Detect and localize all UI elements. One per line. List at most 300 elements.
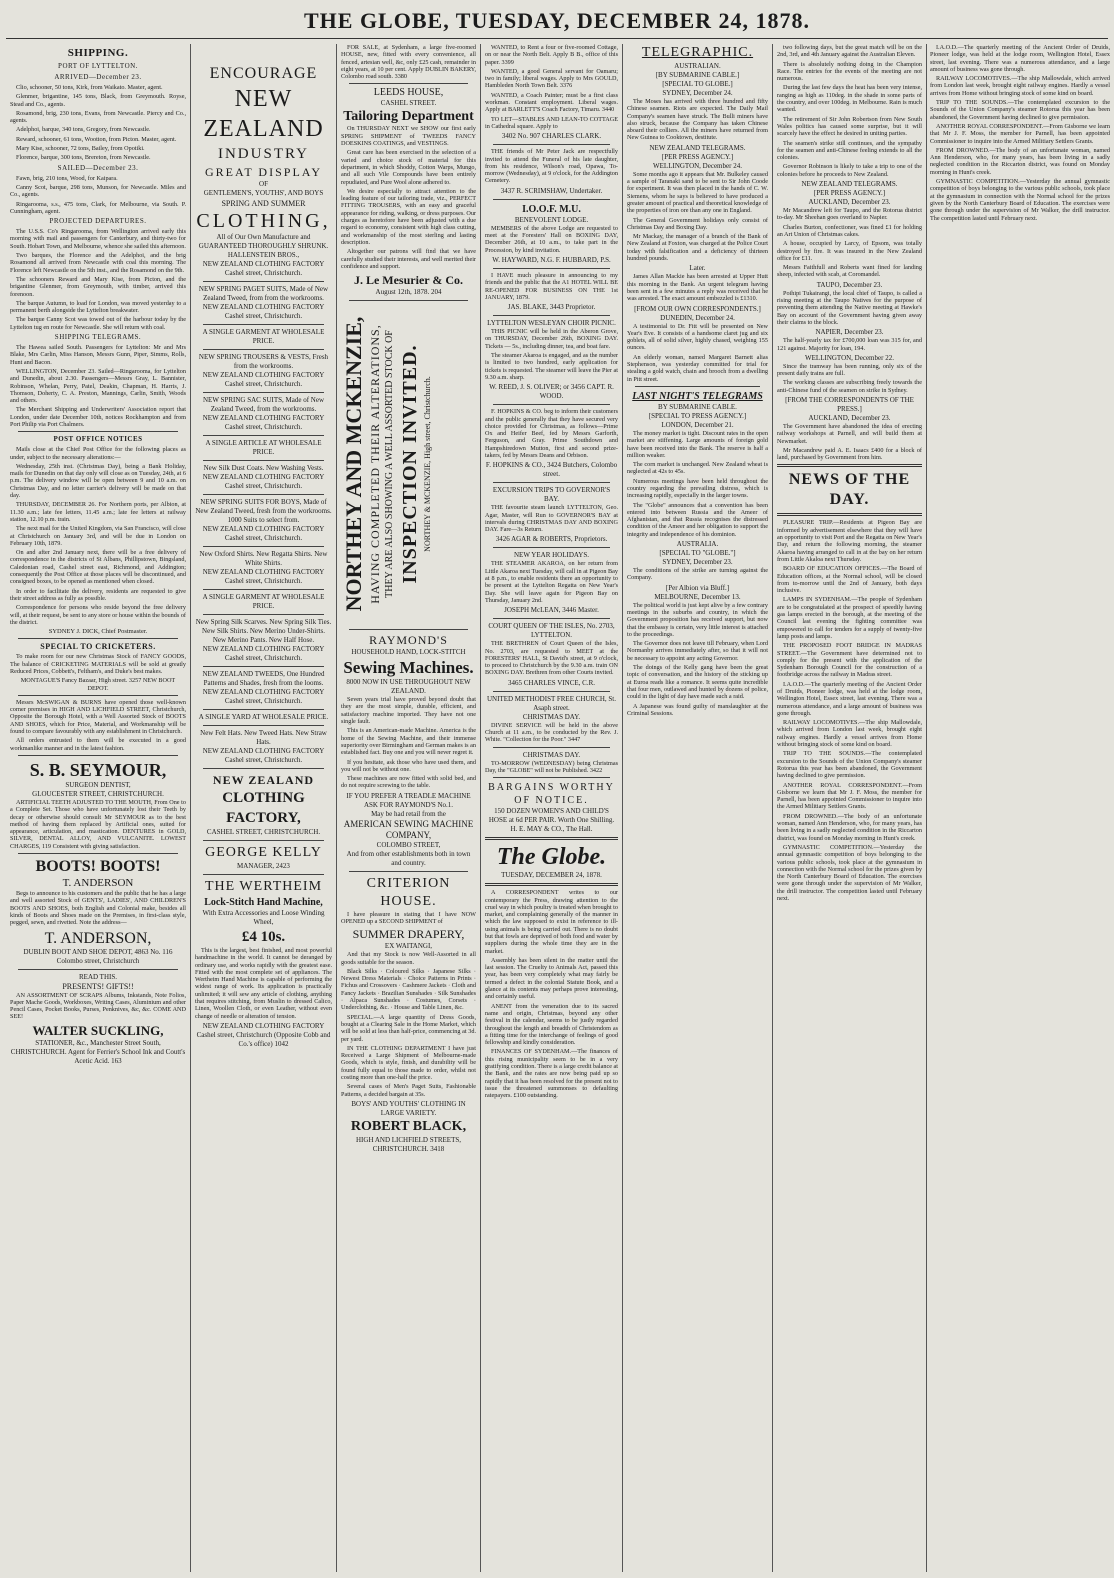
divider <box>493 199 610 200</box>
news-item: RAILWAY LOCOMOTIVES.—The ship Mallowdale, which arrived from London last week, brought eight railway engines. Hardly a vessel arrives from Home without bringing stock of some kind on board. <box>777 719 922 749</box>
factory-name: NEW ZEALAND CLOTHING FACTORY <box>202 414 325 422</box>
shipping-heading: SHIPPING. <box>67 47 129 59</box>
telegram-paragraph: Charles Burton, confectioner, was fined £1 for holding an Art Union of Christmas cakes. <box>777 223 922 238</box>
shipping-entry: Reward, schooner, 61 tons, Wootton, from Picton. Master, agent. <box>16 135 177 143</box>
sewing-body: If you hesitate, ask those who have used them, and you will not be without one. <box>341 758 476 773</box>
divider <box>349 629 468 630</box>
news-item: ANOTHER ROYAL CORRESPONDENT.—From Gisborne we learn that Mr J. F. Moss, the member for Parnell, has been appointed Commissioner to inquire into the Armed Militiary Settlers Grants. <box>777 781 922 811</box>
wanted-ad: WANTED, a Coach Painter; must be a first class workman. Constant employment. Liberal wages. Apply at BARLETT'S Coach Factory, Timaru. 3440 <box>485 91 618 114</box>
column-news <box>777 44 922 1572</box>
clothing-item: New Oxford Shirts. New Regatta Shirts. New White Shirts. <box>199 550 328 567</box>
hopkins-signature: F. HOPKINS & CO., 3424 Butchers, Colombo street. <box>485 461 618 479</box>
inspection-heading: INSPECTION INVITED. <box>399 344 421 584</box>
news-item: I.A.O.D.—The quarterly meeting of the Ancient Order of Druids, Pioneer lodge, was held at the lodge room, Wellington Hotel, Essex street, last evening. There was a numerous attendance, and a large amount of business was gone through. <box>930 44 1110 73</box>
divider <box>203 324 324 325</box>
column-rule <box>480 44 481 1572</box>
last-night-heading: LAST NIGHT'S TELEGRAMS <box>632 390 763 402</box>
projected-heading: PROJECTED DEPARTURES. <box>49 217 147 226</box>
new-zealand-heading: NEW ZEALAND <box>203 86 324 142</box>
criterion-body: I have pleasure in stating that I have NOW OPENED up a SECOND SHIPMENT of <box>341 910 476 925</box>
anderson-body: Begs to announce to his customers and the public that he has a large and well assorted Stock of GENTS', LADIES', AND CHILDREN'S BOOTS AND SHOES, both English and Colonial make, besides all kinds of Boots and Shoes made on the Premises, in first-class style, pegged, sewn, and rivetted. Note the address— <box>10 890 186 927</box>
telegram-paragraph: Governor Robinson is likely to take a trip to one of the colonies before he proceeds to New Zealand. <box>777 163 922 178</box>
guaranteed-label: GUARANTEED THOROUGHLY SHRUNK. <box>198 242 329 250</box>
funeral-notice: THE friends of Mr Peter Jack are respectfully invited to attend the Funeral of his late daughter, from his residence, Wilson's road, Opawa, To-morrow (Wednesday), at 9 o'clock, for the Addington Cemetery. <box>485 148 618 185</box>
telegram-paragraph: The "Globe" announces that a convention has been entered into between Russia and the Ameer of Afghanistan, and that Russia recognises the distressed condition of the Ameer and her obligation to support the integrity and independence of his dominion. <box>627 501 768 538</box>
telegram-paragraph: The money market is tight. Discount rates in the open market are stiffening. Large amounts of foreign gold have been received into the Bank. The reserve is half a million weaker. <box>627 429 768 459</box>
divider <box>485 837 618 840</box>
dateline: WELLINGTON, December 24. <box>653 161 742 170</box>
shipping-paragraph: The schooners Reward and Mary Kise, from Picton, and the brigantine Glenmer, from Greymouth, with timber, arrived this forenoon. <box>10 275 186 298</box>
shipping-paragraph: The Hawea sailed South. Passengers for Lyttelton: Mr and Mrs Blake, Mrs Carlin, Miss Hanson, Messrs Gunn, Piper, Simms, Rolls, Hunt and Bacon. <box>10 344 186 366</box>
column-news-continued <box>930 44 1110 1572</box>
divider <box>777 464 922 467</box>
george-kelly-name: GEORGE KELLY <box>205 845 322 860</box>
clothing-item: NEW SPRING SAC SUITS, Made of New Zealand Tweed, from the workrooms. <box>202 396 324 413</box>
news-item: RAILWAY LOCOMOTIVES.—The ship Mallowdale, which arrived from London last week, brought eight railway engines. Hardly a vessel arrives from Home without bringing stock of some kind on board. <box>930 75 1110 97</box>
albion-label: [Per Albion via Bluff.] <box>665 583 730 592</box>
seymour-name: S. B. SEYMOUR, <box>29 759 167 780</box>
divider <box>493 144 610 145</box>
news-item: GYMNASTIC COMPETITION.—Yesterday the annual gymnastic competition of boys belonging to the various public schools, took place at the gymnasium in connection with the Normal school for the prizes given by the North Canterbury Board of Education. The exercises were gone through under the supervision of Mr Walker, the drill instructor. The competition lasted until February next. <box>930 178 1110 222</box>
divider <box>493 482 610 483</box>
court-heading: COURT QUEEN OF THE ISLES, No. 2703, <box>488 622 615 631</box>
divider <box>18 755 178 756</box>
court-town: LYTTELTON. <box>530 631 573 640</box>
to-let-signature: 3402 No. 907 CHARLES CLARK. <box>501 132 602 141</box>
news-item: TRIP TO THE SOUNDS.—The contemplated excursion to the Sounds of the Union Company's steamer Rotorua this year has been abandoned, the Government having declined to give permission. <box>930 99 1110 121</box>
factory-address: Cashel street, Christchurch. <box>224 697 303 705</box>
suckling-name: WALTER SUCKLING, <box>32 1022 164 1038</box>
telegram-paragraph: The Moses has arrived with three hundred and fifty Chinese seamen. Riots are expected. The Daily Mail Company's seamen have struck. The Bulli miners have also struck, because the Company has taken Chinese aboard their colliers. All the miners have returned from New Guinea to Cooktown, destitute. <box>627 98 768 142</box>
divider <box>18 638 178 639</box>
divider <box>18 969 178 970</box>
column-rule <box>190 44 191 1572</box>
own-correspondents-label: [FROM OUR OWN CORRESPONDENTS.] <box>634 304 761 313</box>
funeral-signature: 3437 R. SCRIMSHAW, Undertaker. <box>500 186 603 195</box>
christmas-heading-2: CHRISTMAS DAY. <box>522 750 581 759</box>
encourage-heading: ENCOURAGE <box>209 65 318 82</box>
telegram-paragraph: The seamen's strike still continues, and the sympathy for the seamen and anti-Chinese feeling extends to all the colonies. <box>777 139 922 162</box>
dateline: AUCKLAND, December 23. <box>808 413 891 422</box>
wanted-ad: WANTED, a good General servant for Oamaru; two in family; liberal wages. Apply to Mrs GOULD, Hambleden North Town Belt. 3376 <box>485 67 618 90</box>
telegram-paragraph: Since the tramway has been running, only six of the present daily trains are full. <box>777 362 922 378</box>
telegram-paragraph: Mr Macandrew left for Taupo, and the Rotorua district to-day. Mr Sheehan goes overland to Napier. <box>777 207 922 222</box>
clothing-item: New Felt Hats. New Tweed Hats. New Straw Hats. <box>200 729 327 746</box>
criterion-clothing: IN THE CLOTHING DEPARTMENT I have just Received a Large Shipment of Melbourne-made Goods, which is style, finish, and durability will be found fully equal to those made to order, whilst not costing more than one-half the price. <box>341 1044 476 1082</box>
waitangi-label: EX WAITANGI, <box>384 942 433 951</box>
boys-clothing: BOYS' AND YOUTHS' CLOTHING IN LARGE VARIETY. <box>351 1099 466 1117</box>
industry-heading: INDUSTRY <box>217 146 309 162</box>
read-heading: READ THIS. <box>79 972 117 981</box>
shipping-entry: Fawn, brig, 210 tons, Wood, for Kaipara. <box>16 174 118 182</box>
le-mesurier-date: August 12th, 1878. 204 <box>375 288 442 297</box>
telegram-paragraph: The half-yearly tax for £700,000 loan was 315 for, and 121 against. Majority for loan, 194. <box>777 337 922 352</box>
clothing-item: NEW SPRING PAGET SUITS, Made of New Zealand Tweed, from from the workrooms. <box>198 285 329 302</box>
shipping-paragraph: The U.S.S. Co's Ringarooma, from Wellington arrived early this morning with mail and passengers for Canterbury, and thirty-two for South. Hobart Town, and Melbourne, whence she sailed this afternoon. <box>10 228 186 250</box>
news-item: BOARD OF EDUCATION OFFICES.—The Board of Education offices, at the Normal school, will be closed from to-morrow until the 2nd of January, both days inclusive. <box>777 565 922 595</box>
column-rule <box>926 44 927 1572</box>
clothing-item: NEW ZEALAND TWEEDS, One Hundred Patterns and Shades, fresh from the looms. <box>202 670 325 687</box>
telegram-paragraph: The working classes are subscribing freely towards the anti-Chinese fund of the seamen on strike in Sydney. <box>777 379 922 394</box>
news-of-the-day-heading: NEWS OF THE DAY. <box>788 471 911 509</box>
factory-name: NEW ZEALAND CLOTHING FACTORY <box>202 525 325 533</box>
cricket-body: To make room for our new Christmas Stock of FANCY GOODS, The balance of CRICKETING MATERIALS will be sold at greatly Reduced Prices, Cobbett's, Feltham's, and Duke's best makes. <box>10 653 186 675</box>
correspondents-label: [FROM THE CORRESPONDENTS OF THE PRESS.] <box>785 395 914 413</box>
criterion-special: SPECIAL.—A large quantity of Dress Goods, bought at a Clearing Sale in the Home Market, which will be sold at less than half-price, commencing at 3d. per yard. <box>341 1013 476 1043</box>
column-shipping <box>10 44 186 1572</box>
tailoring-body: Altogether our patrons will find that we have carefully studied their interests, and well merited their confidence and support. <box>341 248 476 270</box>
american-company: AMERICAN SEWING MACHINE COMPANY, <box>343 818 474 840</box>
sewing-body: This is an American-made Machine. America is the home of the Sewing Machine, and their immense superiority over Birmingham and German makes is an established fact. Buy one and you will never regret it. <box>341 727 476 757</box>
divider <box>203 840 324 841</box>
factory-address: Cashel street, Christchurch. <box>224 269 303 277</box>
colombo-street: COLOMBO STREET, <box>376 840 441 849</box>
akaroa-notice: THE STEAMER AKAROA, on her return from Little Akaroa next Tuesday, will call in at Pigeon Bay at 8 p.m., to enable residents there an opportunity to be present at the Lyttelton Regatta on New Year's Day. She will leave again for Pigeon Bay on Thursday, January 2nd. <box>485 560 618 604</box>
divider <box>493 404 610 405</box>
postmaster-signature: SYDNEY J. DICK, Chief Postmaster. <box>48 628 148 636</box>
factory-address-3: Cashel street, Christchurch (Opposite Cobb and Co.'s office) 1042 <box>196 1030 331 1048</box>
masthead: THE GLOBE, TUESDAY, DECEMBER 24, 1878. <box>303 8 811 33</box>
clothing-heading: CLOTHING, <box>196 210 331 232</box>
press-agency-label: [PER PRESS AGENCY.] <box>661 152 734 161</box>
telegram-paragraph: The doings of the Kelly gang have been the great topic of conversation, and the history of the sticking up at Euroa reads like a romance. It seems quite incredible that four men, outlawed and hunted by dozens of police, could in the light of day have made such a raid. <box>627 664 768 701</box>
shipping-paragraph: The barque Canny Scot was towed out of the harbour today by the Lyttelton tug en route for Newcastle. She will return with coal. <box>10 316 186 331</box>
divider <box>493 691 610 692</box>
post-paragraph: Correspondence for persons who reside beyond the free delivery will, at their request, be sent to any store or house within the bounds of the district. <box>10 604 186 626</box>
divider <box>349 871 468 872</box>
telegraphic-heading: TELEGRAPHIC. <box>641 45 754 60</box>
factory-address: Cashel street, Christchurch. <box>224 534 303 542</box>
treadle-note: IF YOU PREFER A TREADLE MACHINE ASK FOR RAYMOND'S No.1. <box>346 791 471 809</box>
seymour-title: SURGEON DENTIST, <box>65 780 131 789</box>
telegram-paragraph: two following days, but the great match will be on the 2nd, 3rd, and 4th January against the Australian Eleven. <box>777 44 922 59</box>
wesleyan-body: The steamer Akaroa is engaged, and as the number is limited to two hundred, early application for tickets is requested. The steamer will leave the Pier at 9.30 a.m. sharp. <box>485 352 618 381</box>
accessories-label: With Extra Accessories and Loose Winding Wheel, <box>202 909 325 926</box>
news-item: THE PROPOSED FOOT BRIDGE IN MADRAS STREET.—The Government have determined not to comply for the present with the application of the Sydenham Borough Council for the construction of a footbridge across the railway in Madras street. <box>777 642 922 679</box>
shipping-entry: Canny Scot, barque, 298 tons, Munson, for Newcastle. Miles and Co., agents. <box>10 183 186 199</box>
editorial-paragraph: ANENT from the veneration due to its sacred name and origin, Christmas, beyond any other festival in the calendar, seems to be justly regarded throughout the length and breadth of Christendom as a fitting time for the interchange of feelings of good fellowship and kindly consideration. <box>485 1002 618 1047</box>
shipping-entry: Clio, schooner, 50 tons, Kirk, from Waikato. Master, agent. <box>16 84 163 91</box>
divider <box>203 494 324 495</box>
column-notices <box>485 44 618 1572</box>
wertheim-price: £4 10s. <box>241 929 286 945</box>
press-agency-label: [PER PRESS AGENCY.] <box>813 189 886 198</box>
factory-address: Cashel street, Christchurch. <box>224 312 303 320</box>
news-item: PLEASURE TRIP.—Residents at Pigeon Bay are informed by advertisement elsewhere that they will have an opportunity to visit Port and the Regatta on New Year's Day, and return the following morning, the steamer Akaroa having arranged to call in at the bay on her return from Little Akaloa next Thursday. <box>777 519 922 563</box>
divider <box>203 614 324 615</box>
clothing-item: New Silk Dust Coats. New Washing Vests. <box>203 464 324 472</box>
australia-heading: AUSTRALIA. <box>676 540 719 549</box>
shipping-paragraph: The barque Autumn, to load for London, was moved yesterday to a permanent berth alongside the Lyttelton breakwater. <box>10 299 186 315</box>
divider <box>349 83 468 84</box>
clothing-factory-heading: CLOTHING FACTORY, <box>222 790 305 826</box>
own-manufacture: All of Our Own Manufacture and <box>216 233 311 241</box>
divider <box>493 777 610 778</box>
sewing-body: Seven years trial have proved beyond doubt that they are the most simple, durable, efficient, and satisfactory machine imported. They have not one single fault. <box>341 696 476 726</box>
sewing-body: These machines are now fitted with solid bed, and do not require screwing to the table. <box>341 775 476 790</box>
criterion-heading: CRITERION HOUSE. <box>366 875 451 909</box>
arrived-heading: ARRIVED—December 23. <box>54 73 142 81</box>
tailoring-body: We desire especially to attract attention to the leading feature of our tailoring trade, viz., PERFECT FITTING TROUSERS, with an easy and graceful appearance for riding, walking, or dress purposes. Our charges as heretofore have been adjusted with a due regard to economy, consistent with high class cutting, and workmanship of the most sterling and lasting description. <box>341 187 476 246</box>
factory-address: Cashel street, Christchurch. <box>224 482 303 490</box>
post-paragraph: Wednesday, 25th inst. (Christmas Day), being a Bank Holiday, mails for Dunedin on that day only will close as on Tuesday, 24th, at 6 p.m. The delivery window will be open between 9 and 10 a.m. on Christmas Day, and no letter carrier's delivery will be made on that day. <box>10 462 186 500</box>
column-rule <box>336 44 337 1572</box>
clothing-item: A SINGLE GARMENT AT WHOLESALE PRICE. <box>202 328 325 345</box>
dateline: SYDNEY, December 24. <box>662 89 733 97</box>
australian-heading: AUSTRALIAN. <box>674 62 721 70</box>
telegram-paragraph: Poihipi Tukairangi, the local chief of Taupo, is called a rising meeting at the Taupo Natives for the purpose of preventing them attending the Native meeting at Hawke's Bay on account of the Government having given away their claims to the block. <box>777 289 922 326</box>
editorial-paragraph: Assembly has been silent in the matter until the last session. The Cruelty to Animals Act, passed this year, has been very completely what may fairly be termed a defect in the colonial Statute Book, and a glance at its contents may perhaps prove interesting, and certainly useful. <box>485 956 618 1001</box>
wertheim-body: This is the largest, best finished, and most powerful handmachine in the world. It cannot be deranged by ordinary use, and works rapidly with the greatest ease. Fitted with the most complete set of appliances. The Wertheim Hand Machine is capable of performing the widest range of work. Its application is practically unlimited; it will sew any article of clothing, anything that requires stitching, from Muslin to dressed Calico, Linen, Woollen Cloth, or even Leather, without even change of needle or alteration of tension. <box>195 947 332 1020</box>
presents-body: AN ASSORTMENT OF SCRAPS Albums, Inkstands, Note Folios, Paper Mache Goods, Workboxes, Writing Cases, Aluminium and other Pencil Cases, Pocket Books, Purses, Penknives, &c, &c. COME AND SEE! <box>10 991 186 1021</box>
special-label: [SPECIAL TO "GLOBE."] <box>659 549 736 558</box>
globe-date: TUESDAY, DECEMBER 24, 1878. <box>501 871 602 880</box>
shipping-entry: Rosamond, brig, 230 tons, Evans, from Newcastle. Piercy and Co., agents. <box>10 109 186 125</box>
shipping-entry: Glenmer, brigantine, 145 tons, Black, from Greymouth. Royse, Stead and Co., agents. <box>10 93 186 108</box>
telegram-paragraph: The retirement of Sir John Robertson from New South Wales politics has caused some surprise, but it will scarcely have the effect he desired in uniting parties. <box>777 115 922 138</box>
factory-address-2: CASHEL STREET, CHRISTCHURCH. <box>206 828 321 836</box>
divider <box>493 315 610 316</box>
retail-note: May be had retail from the <box>371 809 446 818</box>
boots-heading: BOOTS! BOOTS! <box>35 858 161 876</box>
column-rule <box>772 44 773 1572</box>
divider <box>203 349 324 350</box>
factory-name: NEW ZEALAND CLOTHING FACTORY <box>202 473 325 481</box>
factory-address: Cashel street, Christchurch. <box>224 423 303 431</box>
nz-telegrams-heading: NEW ZEALAND TELEGRAMS. <box>801 180 898 189</box>
divider <box>485 883 618 886</box>
northey-mckenzie-ad <box>341 304 476 626</box>
court-body: THE BRETHREN of Court Queen of the Isles, No. 2703, are requested to MEET at the FORESTERS' HALL, St David's street, at 9 o'clock, to proceed to Christchurch by the 9.30 a.m. train ON BOXING DAY. Brethren from other Courts invited. <box>485 640 618 677</box>
column-telegraphic <box>627 44 768 1572</box>
robert-black-name: ROBERT BLACK, <box>350 1118 467 1134</box>
editorial-paragraph: FINANCES OF SYDENHAM.—The finances of this rising municipality seem to be in a very gratifying condition. There is a large credit balance at the Bank, and the rates are now being paid up so rapidly that it has been resolved for the present not to issue the threatened summonses to defaulting ratepayers. £100 outstanding. <box>485 1048 618 1100</box>
cable-label: [BY SUBMARINE CABLE.] <box>655 71 740 79</box>
new-zealand-label: NEW ZEALAND <box>212 773 315 787</box>
boot-depot-body: All orders entrusted to them will be executed in a good workmanlike manner and in the latest fashion. <box>10 737 186 752</box>
factory-name: NEW ZEALAND CLOTHING FACTORY <box>202 688 325 696</box>
telegram-paragraph: A Japanese was found guilty of manslaughter at the Criminal Sessions. <box>627 702 768 717</box>
divider <box>493 618 610 619</box>
other-establishments: And from other establishments both in town and country. <box>346 849 471 867</box>
tailoring-body: On THURSDAY NEXT we SHOW our first early SPRING SHIPMENT of TWEEDS FANCY DOESKINS COATINGS, and VESTINGS. <box>341 125 476 148</box>
wesleyan-heading: LYTTELTON WESLEYAN CHOIR PICNIC. <box>487 319 616 328</box>
dateline: TAUPO, December 23. <box>816 280 883 289</box>
divider <box>493 268 610 269</box>
divider <box>203 666 324 667</box>
sewing-heading: Sewing Machines. <box>343 658 474 678</box>
criterion-body: And that my Stock is now Well-Assorted in all goods suitable for the season. <box>341 951 476 966</box>
divider <box>203 281 324 282</box>
telegram-paragraph: The corn market is unchanged. New Zealand wheat is neglected at 42s to 45s. <box>627 461 768 476</box>
news-item: FROM DROWNED.—The body of an unfortunate woman, named Ann Henderson, who, for many years, has been living in a sadly neglected condition in the Riccarton district, was found on Monday morning in Hunt's creek. <box>930 146 1110 176</box>
hotel-signature: JAS. BLAKE, 3443 Proprietor. <box>507 303 596 312</box>
globe-title: The Globe. <box>496 844 607 871</box>
divider <box>493 747 610 748</box>
sewing-now: 8000 NOW IN USE THROUGHOUT NEW ZEALAND. <box>346 678 471 696</box>
divider <box>203 589 324 590</box>
factory-name: NEW ZEALAND CLOTHING FACTORY <box>202 371 325 379</box>
port-heading: PORT OF LYTTELTON. <box>58 62 138 70</box>
shipping-paragraph: Two barques, the Florence and the Adelphoi, and the brig Rosamond all arrived from Newcastle with coal this morning. The Florence left Newcastle on the 5th inst., and the Rosamond on the 9th. <box>10 252 186 274</box>
benevolent-heading: BENEVOLENT LODGE. <box>514 215 589 224</box>
dateline: MELBOURNE, December 13. <box>654 592 741 601</box>
boot-depot-body: Messrs McSWIGAN & BURNS have opened those well-known corner premises in HIGH AND LICHFIELD STREET, Christchurch, Opposite the Borough Hotel, with a Well Assorted Stock of BOOTS AND SHOES, which for Price, Material, and Workmanship will be found to compare favourably with any establishment in Christchurch. <box>10 698 186 736</box>
clothing-item: A SINGLE GARMENT AT WHOLESALE PRICE. <box>202 593 325 610</box>
factory-name: NEW ZEALAND CLOTHING FACTORY <box>202 303 325 311</box>
column-drapery <box>341 44 476 1572</box>
factory-address: Cashel street, Christchurch. <box>224 654 303 662</box>
divider <box>203 709 324 710</box>
post-office-heading: POST OFFICE NOTICES <box>53 435 143 444</box>
clothing-item: A SINGLE YARD AT WHOLESALE PRICE. <box>198 713 329 721</box>
news-item: GYMNASTIC COMPETITION.—Yesterday the annual gymnastic competition of boys belonging to the various public schools, took place at the gymnasium in connection with the Normal school for the prizes given by the North Canterbury Board of Education. The exercises were gone through under the supervision of Mr Walker, the drill instructor. The competition lasted until February next. <box>777 843 922 903</box>
telegram-paragraph: Mr Macandrew paid A. E. Isaacs £400 for a block of land, purchased by Government from him. <box>777 446 922 462</box>
tomorrow-notice: TO-MORROW (WEDNESDAY) being Christmas Day, the "GLOBE" will not be Published. 3422 <box>485 759 618 774</box>
manager-label: MANAGER, 2423 <box>237 862 290 870</box>
telegram-paragraph: The political world is just kept alive by a few contrary meetings in the suburbs and country, in which the Government proposition has received support, but now that the embassy is certain, very little interest is attached to the proceedings. <box>627 601 768 638</box>
benevolent-signature: W. HAYWARD, N.G. F. HUBBARD, P.S. <box>492 255 611 264</box>
telegram-paragraph: Messrs Faithfull and Roberts want fined for landing sheep, infected with scab, at Coromandel. <box>777 264 922 279</box>
factory-name: NEW ZEALAND CLOTHING FACTORY <box>202 747 325 755</box>
divider <box>18 853 178 854</box>
christmas-heading: CHRISTMAS DAY. <box>522 712 581 721</box>
news-item: ANOTHER ROYAL CORRESPONDENT.—From Gisborne we learn that Mr J. F. Moss, the member for Parnell, has been appointed Commissioner to inquire into the Armed Militiary Settlers Grants. <box>930 122 1110 145</box>
post-paragraph: In order to facilitate the delivery, residents are requested to give their street address as fully as possible. <box>10 587 186 602</box>
excursion-body: THE favourite steam launch LYTTELTON, Geo. Agar, Master, will Run to GOVERNOR'S BAY at intervals during CHRISTMAS DAY AND BOXING DAY. Fare—3s Return. <box>485 504 618 534</box>
telegram-paragraph: Some months ago it appears that Mr. Bulkeley caused a sample of Taranaki sand to be sent to Sir John Coode for experiment. It was then placed in the hands of C. W. Siemens, whom he says is believed to have produced a greater amount of practical and theoretical knowledge of the properties of iron ore than any one in England. <box>627 170 768 215</box>
telegram-paragraph: The General Government holidays only consist of Christmas Day and Boxing Day. <box>627 216 768 231</box>
shipping-entry: Adelphoi, barque, 340 tons, Gregory, from Newcastle. <box>16 126 151 134</box>
divider <box>203 546 324 547</box>
divider <box>203 874 324 875</box>
divider <box>493 547 610 548</box>
shipping-entry: Florence, barque, 300 tons, Brereton, from Newcastle. <box>16 154 151 162</box>
shipping-entry: Ringarooma, s.s., 475 tons, Clark, for Melbourne, via South. P. Cunningham, agent. <box>10 200 186 215</box>
divider <box>203 435 324 436</box>
nz-telegrams-heading: NEW ZEALAND TELEGRAMS. <box>649 143 746 152</box>
editorial-paragraph: A CORRESPONDENT writes to our contemporary the Press, drawing attention to the cruel way in which poultry is treated when brought to market, and complaining generally of the manner in which the law supposed to exist in reference to ill-using animals is being carried out. There is no doubt but that fowls are deprived of both food and water by suppliers during the whole time they are in the market. <box>485 889 618 955</box>
telegram-paragraph: A house, occupied by Larcy, of Epsom, was totally destroyed by fire. It was insured in the New Zealand office for £11. <box>777 240 922 262</box>
leeds-house-heading: LEEDS HOUSE, <box>373 87 444 99</box>
divider <box>203 725 324 726</box>
hallenstein-name: HALLENSTEIN BROS., <box>227 251 300 259</box>
tailoring-body: Great care has been exercised in the selection of a varied and choice stock of material for this department, in which Shoddy, Cotton Warps, Mungo, and all such Vile Compounds have been entirely repudiated, and Pure Wool alone adhered to. <box>341 149 476 186</box>
telegram-paragraph: An elderly woman, named Margaret Barnett alias Stephenson, was yesterday committed for trial for stealing a gold watch, chain and brooch from a dwelling in Pitt street. <box>627 353 768 383</box>
news-item: TRIP TO THE SOUNDS.—The contemplated excursion to the Sounds of the Union Company's steamer Rotorua this year has been abandoned, the Government having declined to give permission. <box>777 750 922 780</box>
factory-name: NEW ZEALAND CLOTHING FACTORY <box>202 645 325 653</box>
raymond-subheading: HOUSEHOLD HAND, LOCK-STITCH <box>351 648 466 657</box>
telegram-paragraph: There is absolutely nothing doing in the Champion Race. The entries for the events of the meeting are not numerous. <box>777 60 922 83</box>
telegram-paragraph: The Governor does not leave till February, when Lord Normanby arrives immediately after, so that it will not be necessary to appoint any acting Governor. <box>627 640 768 662</box>
hose-offer: 150 DOZEN WOMEN'S AND CHILD'S HOSE at 6d PER PAIR. Worth One Shilling. <box>488 807 615 825</box>
seymour-body: ARTIFICIAL TEETH ADJUSTED TO THE MOUTH, From One to a Complete Set. Those who have unfortunately lost their Teeth by decay or otherwise should consult Mr SEYMOUR as to the best method of having them replaced by Artificial ones, suited for appearance, articulation, and mastication. DENTURES in GOLD, SILVER, DENTAL ALLOY, AND VULCANITE. LOWEST CHARGES, 119 Consistent with giving satisfaction. <box>10 798 186 850</box>
factory-address: Cashel street, Christchurch. <box>224 756 303 764</box>
telegram-paragraph: Numerous meetings have been held throughout the country regarding the prevailing distress, which is increasing rapidly, especially in the larger towns. <box>627 477 768 500</box>
wesleyan-signature: W. REED, J. S. OLIVER; or 3456 CAPT. R. WOOD. <box>489 383 614 401</box>
new-year-heading: NEW YEAR HOLIDAYS. <box>514 551 589 560</box>
shipping-telegrams-heading: SHIPPING TELEGRAMS. <box>54 333 142 342</box>
northey-address: NORTHEY & MCKENZIE, High street, Christchurch. <box>423 376 432 552</box>
divider <box>203 768 324 769</box>
factory-address: Cashel street, Christchurch. <box>224 380 303 388</box>
sailed-heading: SAILED—December 23. <box>57 163 139 172</box>
may-signature: H. E. MAY & CO., The Hall. <box>510 825 593 834</box>
press-agency-label: [SPECIAL TO PRESS AGENCY.] <box>648 411 747 420</box>
church-heading: UNITED METHODIST FREE CHURCH, St. Asaph street. <box>487 694 616 712</box>
court-signature: 3465 CHARLES VINCE, C.R. <box>508 678 595 687</box>
post-paragraph: On and after 2nd January next, there will be a free delivery of correspondence in the districts of St Albans, Phillipstown, Bingsland, Caledonian road, Cashel street east, Richmond, and Addington; consequently the Post Office at those places will be discontinued, and consigned boxes, to be opened as mentioned when closed. <box>10 549 186 586</box>
factory-name-2: NEW ZEALAND CLOTHING FACTORY <box>202 1021 325 1030</box>
hotel-notice: I HAVE much pleasure in announcing to my friends and the public that the A1 HOTEL WILL BE RE-OPENED FOR BUSINESS ON THE 1st JANUARY, 1879. <box>485 271 618 301</box>
clothing-item: New Spring Silk Scarves. New Spring Silk Ties. New Silk Shirts. New Merino Under-Shirts. New Merino Pants. New Half Hose. <box>195 618 332 644</box>
stock-line: THEY ARE ALSO SHOWING A WELL ASSORTED STOCK OF <box>384 330 395 599</box>
telegram-paragraph: A testimonial to Dr. Fitt will be presented on New Year's Eve. It consists of a handsome claret jug and six goblets, all of solid silver, highly chased, weighing 155 ounces. <box>627 322 768 352</box>
criterion-several: Several cases of Men's Paget Suits, Fashionable Patterns, a decided bargain at 35s. <box>341 1083 476 1098</box>
later-label: Later. <box>689 264 706 273</box>
dateline: LONDON, December 21. <box>661 420 734 429</box>
masthead-rule <box>6 38 1108 39</box>
cricket-signature: MONTAGUE'S Fancy Bazaar, High street. 3257 NEW BOOT DEPOT. <box>20 677 176 692</box>
benevolent-body: MEMBERS of the above Lodge are requested to meet at the Foresters' Hall on BOXING DAY, December 26th, at 10 a.m., to take part in the Procession, by kind invitation. <box>485 224 618 254</box>
news-item: I.A.O.D.—The quarterly meeting of the Ancient Order of Druids, Pioneer lodge, was held at the lodge room, Wellington Hotel, Essex street, last evening. There was a numerous attendance, and a large amount of business was gone through. <box>777 680 922 717</box>
dateline: AUCKLAND, December 23. <box>808 198 891 207</box>
dateline: NAPIER, December 23. <box>815 328 884 337</box>
telegram-paragraph: James Allan Mackie has been arrested at Upper Hutt this morning in the Bank. An urgent telegram having been sent in a few minutes a reply was received that he was arrested. The exact amount embezzled is £1310. <box>627 273 768 303</box>
anderson-address: DUBLIN BOOT AND SHOE DEPOT, 4863 No. 116 Colombo street, Christchurch <box>23 947 173 965</box>
wanted-ad: WANTED, to Rent a four or five-roomed Cottage, on or near the North Belt. Apply B B., office of this paper. 3399 <box>485 44 618 66</box>
factory-address: Cashel street, Christchurch. <box>224 577 303 585</box>
telegram-paragraph: Mr Mackay, the manager of a branch of the Bank of New Zealand at Foxton, was charged at the Police Court today with falsification and a deficiency of thirteen hundred pounds. <box>627 233 768 263</box>
of-label: OF <box>259 180 268 188</box>
post-paragraph: THURSDAY, DECEMBER 26. For Northern ports, per Albion, at 11.30 a.m.; late fee letters, 11.45 a.m.; late fee letters at railway station, 12.10 p.m. train. <box>10 501 186 523</box>
wertheim-heading: THE WERTHEIM <box>204 879 323 894</box>
to-let-ad: TO LET—STABLES AND LEAN-TO COTTAGE in Cathedral square. Apply to <box>485 115 618 130</box>
telegram-paragraph: The conditions of the strike are turning against the Company. <box>627 567 768 582</box>
telegram-paragraph: During the last few days the heat has been very intense, ranging as high as 110deg. in the shade in some parts of the country, and over 100deg. in Melbourne. Rain is much wanted. <box>777 84 922 114</box>
leeds-street: CASHEL STREET. <box>380 99 437 108</box>
le-mesurier-name: J. Le Mesurier & Co. <box>353 273 464 288</box>
spring-label: SPRING AND SUMMER <box>221 199 306 208</box>
summer-drapery-heading: SUMMER DRAPERY, <box>352 927 465 942</box>
tailoring-heading: Tailoring Department <box>343 109 474 125</box>
factory-name: NEW ZEALAND CLOTHING FACTORY <box>202 568 325 576</box>
divider <box>777 513 922 516</box>
dateline: WELLINGTON, December 22. <box>805 353 894 362</box>
divider <box>349 300 468 301</box>
divider <box>635 386 760 387</box>
divider <box>18 695 178 696</box>
northey-mckenzie-heading: NORTHEY AND MCKENZIE, <box>341 316 366 612</box>
shipping-paragraph: WELLINGTON, December 23. Sailed—Ringarooma, for Lyttelton and Dunedin, about 2.30. Passengers—Messrs Gray, L. Bannister, Robinson, Whelan, Perry, Patel, Deakin, Chapman, H. Harris, J. Thomson, Doherty, C. A. Preston, Mannings, Carlin, Smith, Woods and others. <box>10 367 186 405</box>
dateline: SYDNEY, December 23. <box>662 558 733 567</box>
cricket-heading: SPECIAL TO CRICKETERS. <box>40 642 156 652</box>
suckling-body: STATIONER, &c., Manchester Street South, CHRISTCHURCH. Agent for Ferrier's School Ink and Coutt's Acetic Acid. 163 <box>10 1038 186 1065</box>
hopkins-notice: F. HOPKINS & CO. beg to inform their customers and the public generally that they have secured very choice provided for Christmas, as follows—Prime Ox and Heifer Beef, fed by Messrs Garforth, Ferguson, and Gray. Prime Southdown and Hampshiredown Mutton, first and second prize-takers, fed by Messrs Deans and Orbison. <box>485 408 618 459</box>
clothing-item: NEW SPRING TROUSERS & VESTS, Fresh from the workrooms. <box>198 353 329 370</box>
excursion-signature: 3426 AGAR & ROBERTS, Proprietors. <box>495 535 608 544</box>
news-item: LAMPS IN SYDENHAM.—The people of Sydenham are to be congratulated at the prospect of speedily having gas lamps erected in the borough, at the meeting of the Council last evening the fighting committee was empowered to call for tenders for a supply of twenty-five lamp posts and lamps. <box>777 596 922 640</box>
alterations-line: HAVING COMPLETED THEIR ALTERATIONS, <box>368 324 382 604</box>
clothing-item: NEW SPRING SUITS FOR BOYS, Made of New Zealand Tweed, fresh from the workrooms. 1000 Suits to select from. <box>195 498 332 524</box>
great-display-heading: GREAT DISPLAY <box>204 165 323 179</box>
dateline: DUNEDIN, December 24. <box>660 313 735 322</box>
column-clothing-factory <box>195 44 332 1572</box>
robert-black-address: HIGH AND LICHFIELD STREETS, CHRISTCHURCH. 3418 <box>356 1135 461 1153</box>
criterion-list: Black Silks · Coloured Silks · Japanese Silks · Newest Dress Materials · Choice Patterns in Prints · Fichus and Crossovers · Cashmere Jackets · Cloth and Fancy Jackets · Brazilian Sunshades · Silk Sunshades · Alpaca Sunshades · Costumes, Corsets · Underclothing, &c. · House and Table Linen, &c. <box>341 967 476 1012</box>
for-sale-ad: FOR SALE, at Sydenham, a large five-roomed HOUSE, new, fitted with every convenience, all fenced, artesian well, &c, only £25 cash, remainder in eight years, at 10 per cent. Apply DUBLIN BAKERY, Colombo road south. 3380 <box>341 44 476 81</box>
gentlemen-label: GENTLEMEN'S, YOUTHS', AND BOYS <box>203 189 324 197</box>
